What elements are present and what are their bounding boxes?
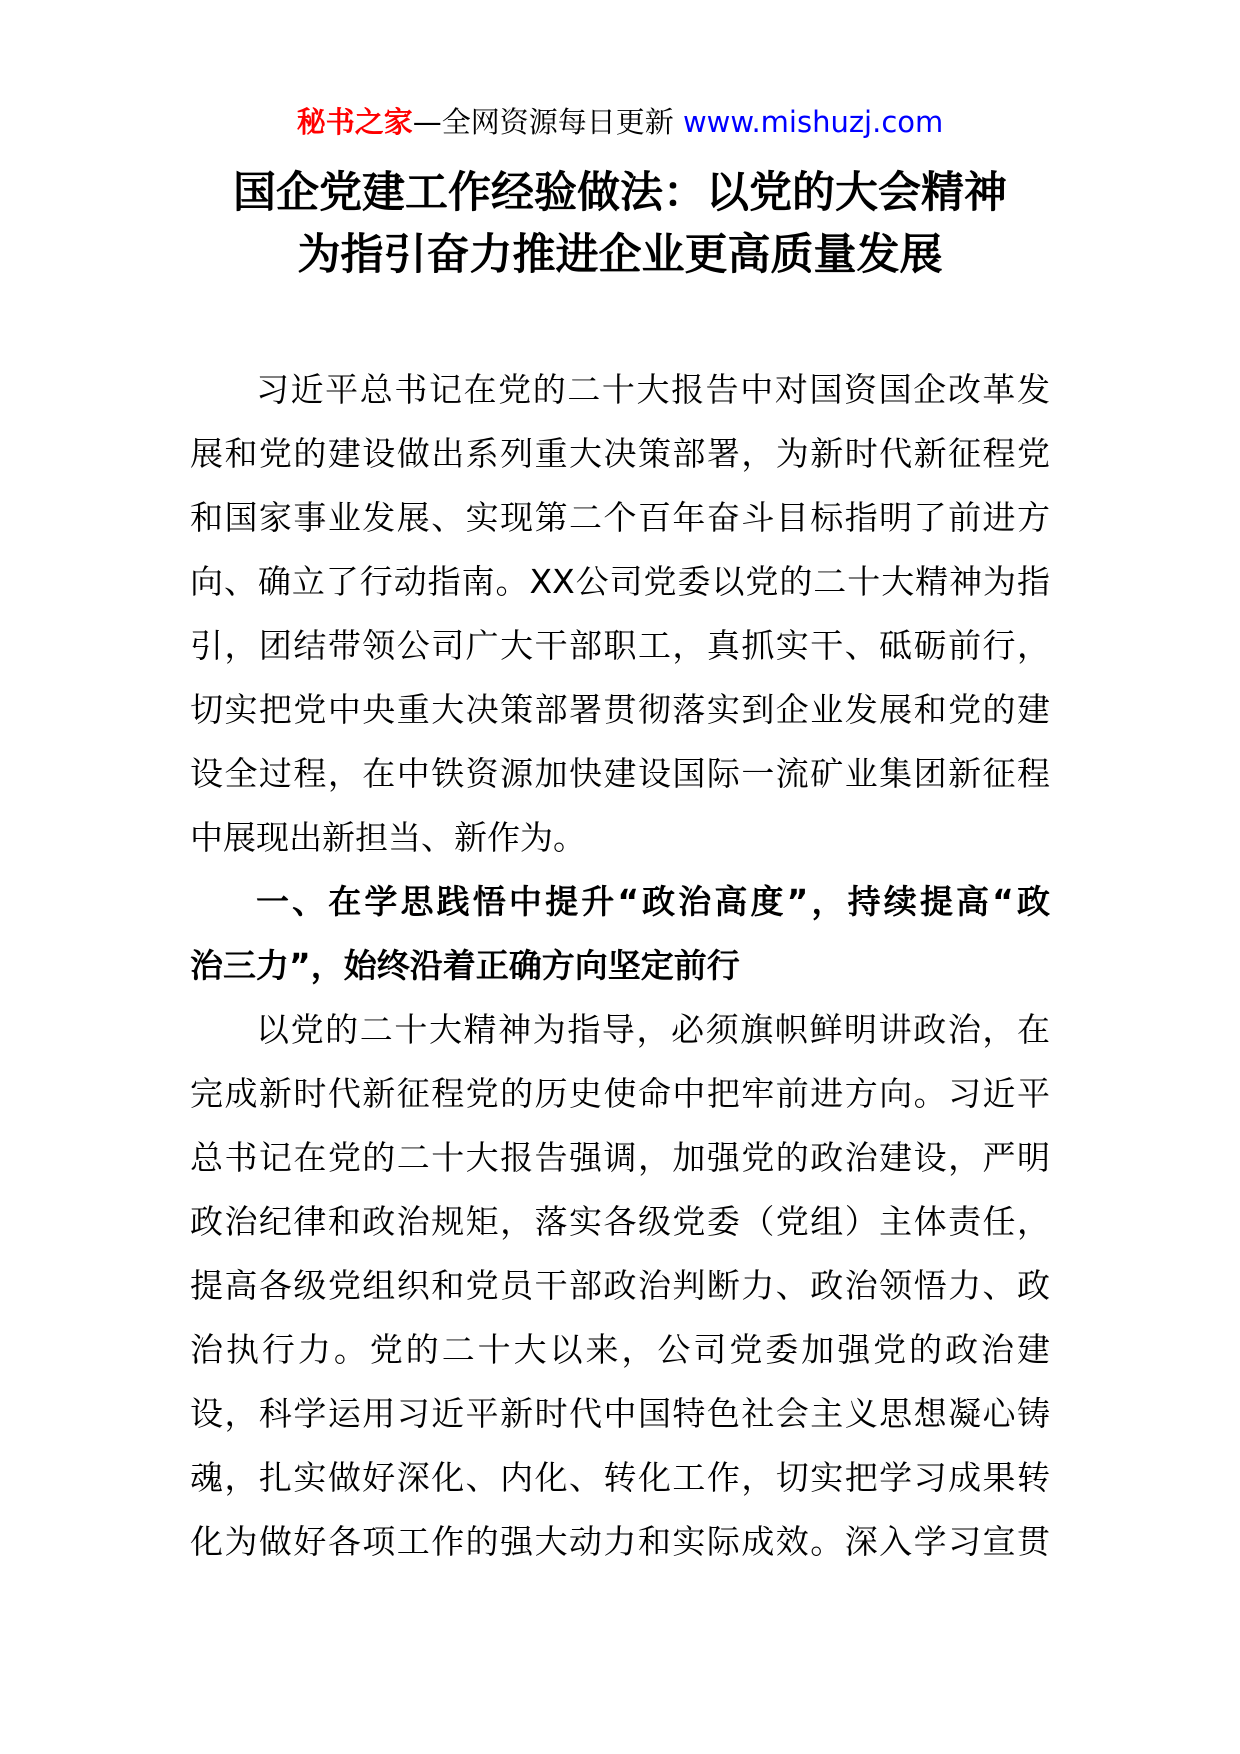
section-heading-line: 治三力”，始终沿着正确方向坚定前行	[190, 946, 740, 985]
text-line: 习近平总书记在党的二十大报告中对国资国企改革发	[256, 370, 1050, 409]
text-line: 中展现出新担当、新作为。	[190, 818, 586, 857]
text-line: 展和党的建设做出系列重大决策部署，为新时代新征程党	[190, 434, 1050, 473]
document-title	[160, 162, 1080, 286]
text-line: 以党的二十大精神为指导，必须旗帜鲜明讲政治，在	[256, 1010, 1050, 1049]
text-line: 切实把党中央重大决策部署贯彻落实到企业发展和党的建	[190, 690, 1050, 729]
site-brand: 秘书之家	[296, 105, 413, 139]
title-line-2: 为指引奋力推进企业更高质量发展	[297, 230, 943, 280]
text-line: 设，科学运用习近平新时代中国特色社会主义思想凝心铸	[190, 1394, 1050, 1433]
text-line: 和国家事业发展、实现第二个百年奋斗目标指明了前进方	[190, 498, 1050, 537]
text-line: 化为做好各项工作的强大动力和实际成效。深入学习宣贯	[190, 1522, 1050, 1561]
section-heading-line: 一、在学思践悟中提升“政治高度”，持续提高“政	[256, 882, 1050, 921]
text-line: 政治纪律和政治规矩，落实各级党委（党组）主体责任，	[190, 1202, 1050, 1241]
text-line: 提高各级党组织和党员干部政治判断力、政治领悟力、政	[190, 1266, 1050, 1305]
site-header	[0, 102, 1240, 142]
text-line: 治执行力。党的二十大以来，公司党委加强党的政治建	[190, 1330, 1050, 1369]
site-slogan: —全网资源每日更新	[412, 105, 674, 139]
title-line-1: 国企党建工作经验做法：以党的大会精神	[233, 168, 1007, 218]
document-body	[190, 358, 1050, 1574]
text-line: 引，团结带领公司广大干部职工，真抓实干、砥砺前行，	[190, 626, 1050, 665]
text-line: 设全过程，在中铁资源加快建设国际一流矿业集团新征程	[190, 754, 1050, 793]
site-url-link[interactable]: www.mishuzj.com	[682, 105, 944, 139]
text-line: 向、确立了行动指南。XX公司党委以党的二十大精神为指	[190, 562, 1050, 601]
text-line: 总书记在党的二十大报告强调，加强党的政治建设，严明	[190, 1138, 1050, 1177]
text-line: 完成新时代新征程党的历史使命中把牢前进方向。习近平	[190, 1074, 1050, 1113]
text-line: 魂，扎实做好深化、内化、转化工作，切实把学习成果转	[190, 1458, 1050, 1497]
